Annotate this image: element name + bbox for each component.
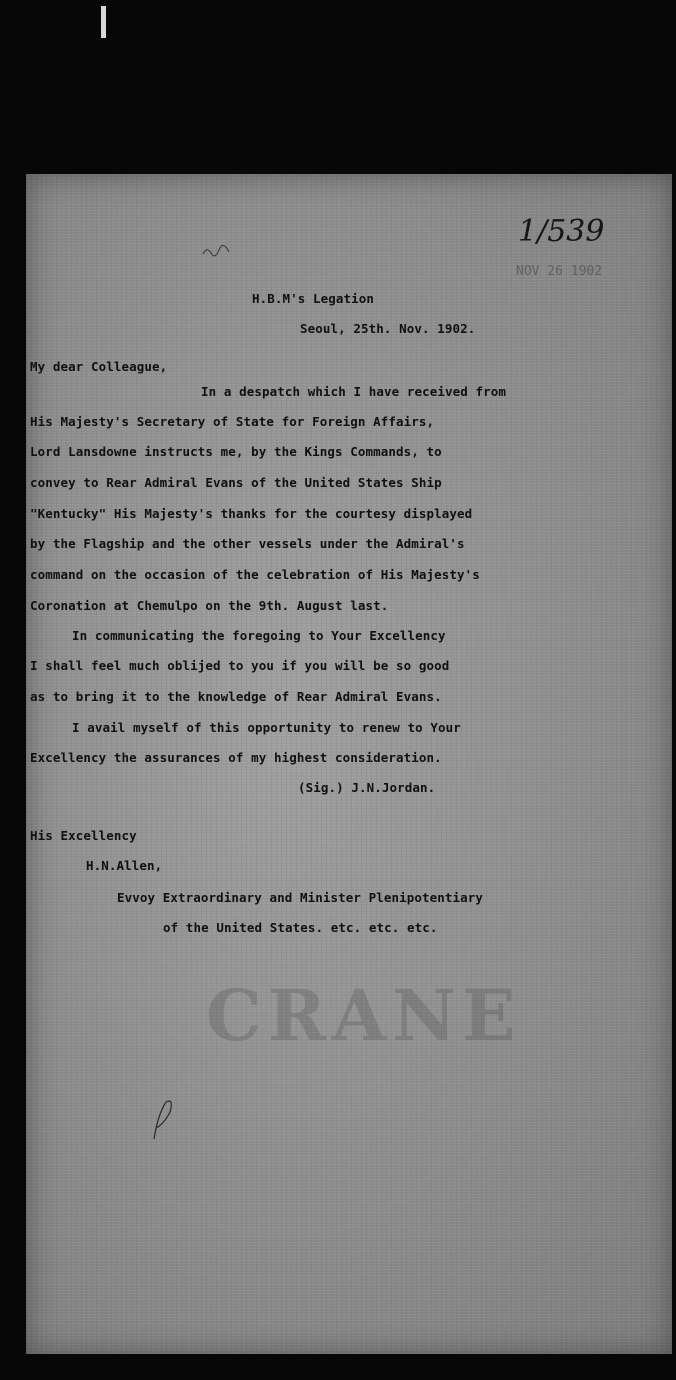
body-line: I avail myself of this opportunity to renew to Your [72,720,461,735]
addressee-title: His Excellency [30,828,137,843]
body-line: His Majesty's Secretary of State for Foreign Affairs, [30,414,435,429]
signature: (Sig.) J.N.Jordan. [298,780,436,795]
body-line: Lord Lansdowne instructs me, by the Kings Commands, to [30,444,442,459]
body-line: Coronation at Chemulpo on the 9th. August last. [30,598,389,613]
body-line: In communicating the foregoing to Your Excellency [72,628,446,643]
body-line: Excellency the assurances of my highest consideration. [30,750,442,765]
pencil-mark-icon [144,1094,184,1144]
addressee-office: Evvoy Extraordinary and Minister Plenipotentiary [117,890,484,905]
body-line: In a despatch which I have received from [201,384,507,399]
received-stamp: NOV 26 1902 [516,264,603,279]
place-date: Seoul, 25th. Nov. 1902. [300,321,476,336]
body-line: command on the occasion of the celebration of His Majesty's [30,567,480,582]
addressee-country: of the United States. etc. etc. etc. [163,920,438,935]
pencil-scribble-icon [201,244,231,258]
folio-number: 1/539 [518,214,605,249]
body-line: I shall feel much oblijed to you if you will be so good [30,658,450,673]
legation-header: H.B.M's Legation [252,291,375,306]
film-edge-mark [101,6,106,38]
watermark: CRANE [206,974,522,1057]
addressee-name: H.N.Allen, [86,858,163,873]
body-line: as to bring it to the knowledge of Rear Admiral Evans. [30,689,442,704]
letter-page [26,174,672,1354]
body-line: convey to Rear Admiral Evans of the United States Ship [30,475,442,490]
body-line: by the Flagship and the other vessels under the Admiral's [30,536,465,551]
body-line: "Kentucky" His Majesty's thanks for the courtesy displayed [30,506,473,521]
salutation: My dear Colleague, [30,359,168,374]
